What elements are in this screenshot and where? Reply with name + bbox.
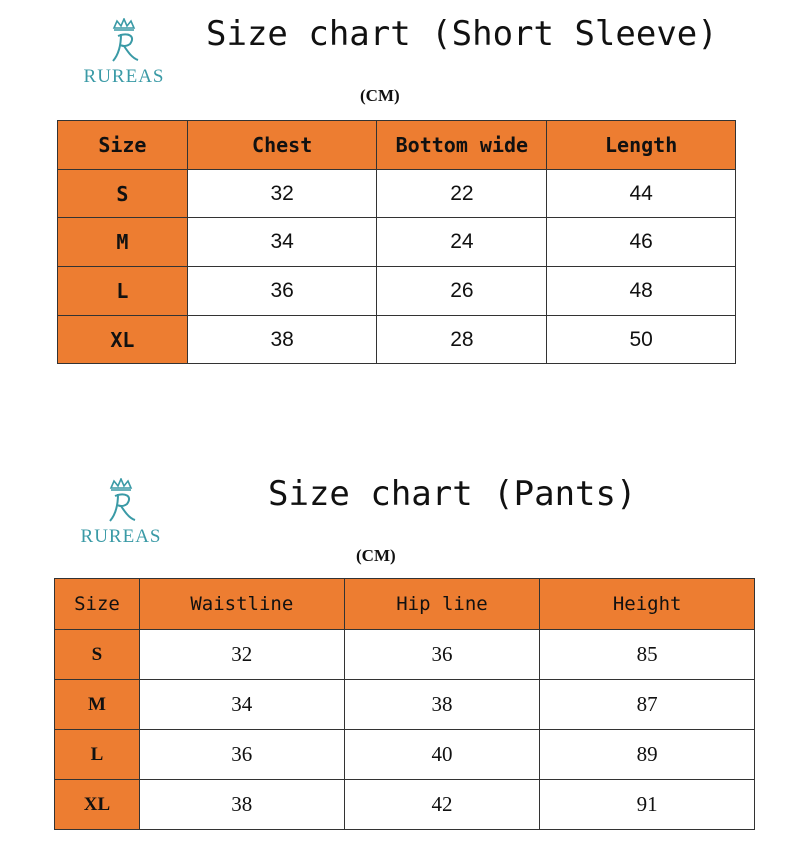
- value-cell: 32: [187, 170, 377, 218]
- header-cell-size: Size: [58, 121, 188, 170]
- value-cell: 36: [344, 630, 540, 680]
- header-cell-height: Height: [540, 579, 755, 630]
- value-cell: 26: [377, 267, 547, 316]
- pants-size-table: [54, 578, 755, 830]
- table-row: [55, 680, 755, 730]
- header-cell-chest: Chest: [187, 121, 377, 170]
- table-row: [58, 316, 736, 364]
- brand-logo: [69, 18, 179, 88]
- value-cell: 34: [139, 680, 344, 730]
- value-cell: 36: [139, 730, 344, 780]
- size-cell: XL: [55, 780, 140, 830]
- table-header-row: [58, 121, 736, 170]
- table-row: [55, 780, 755, 830]
- value-cell: 85: [540, 630, 755, 680]
- value-cell: 48: [547, 267, 736, 316]
- short-sleeve-title: Size chart (Short Sleeve): [206, 14, 718, 54]
- value-cell: 46: [547, 218, 736, 267]
- value-cell: 34: [187, 218, 377, 267]
- value-cell: 28: [377, 316, 547, 364]
- pants-unit: (CM): [356, 546, 396, 565]
- value-cell: 87: [540, 680, 755, 730]
- value-cell: 91: [540, 780, 755, 830]
- crown-r-monogram-icon: [101, 478, 141, 524]
- size-cell: S: [58, 170, 188, 218]
- table-row: [58, 267, 736, 316]
- value-cell: 38: [187, 316, 377, 364]
- brand-name: RUREAS: [83, 66, 165, 87]
- short-sleeve-unit: (CM): [360, 86, 400, 105]
- size-cell: XL: [58, 316, 188, 364]
- value-cell: 24: [377, 218, 547, 267]
- size-cell: L: [55, 730, 140, 780]
- table-header-row: [55, 579, 755, 630]
- value-cell: 89: [540, 730, 755, 780]
- header-cell-length: Length: [547, 121, 736, 170]
- table-row: [58, 170, 736, 218]
- size-cell: M: [55, 680, 140, 730]
- table-row: [55, 730, 755, 780]
- table-row: [58, 218, 736, 267]
- value-cell: 22: [377, 170, 547, 218]
- value-cell: 36: [187, 267, 377, 316]
- brand-logo: [66, 478, 176, 548]
- size-cell: S: [55, 630, 140, 680]
- pants-title: Size chart (Pants): [268, 474, 637, 514]
- value-cell: 44: [547, 170, 736, 218]
- short-sleeve-size-table: [57, 120, 736, 364]
- value-cell: 38: [139, 780, 344, 830]
- table-row: [55, 630, 755, 680]
- header-cell-hip-line: Hip line: [344, 579, 540, 630]
- crown-r-monogram-icon: [104, 18, 144, 64]
- value-cell: 40: [344, 730, 540, 780]
- value-cell: 38: [344, 680, 540, 730]
- header-cell-waistline: Waistline: [139, 579, 344, 630]
- size-cell: L: [58, 267, 188, 316]
- header-cell-bottom-wide: Bottom wide: [377, 121, 547, 170]
- size-cell: M: [58, 218, 188, 267]
- value-cell: 42: [344, 780, 540, 830]
- brand-name: RUREAS: [80, 526, 162, 547]
- value-cell: 32: [139, 630, 344, 680]
- header-cell-size: Size: [55, 579, 140, 630]
- value-cell: 50: [547, 316, 736, 364]
